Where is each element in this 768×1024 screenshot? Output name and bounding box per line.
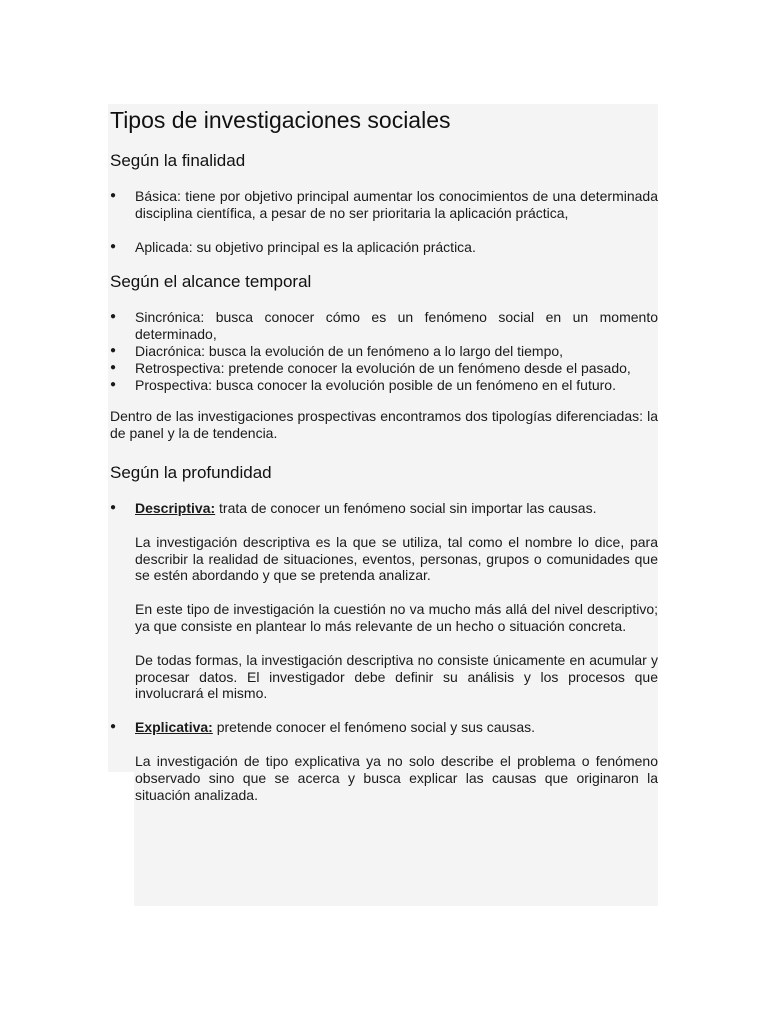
term-explicativa: Explicativa: [135,719,213,736]
paragraph: En este tipo de investigación la cuestión no va mucho más allá del nivel descriptivo; ya que consiste en plantear lo más relevante de un hecho o situación concreta. [135,601,658,634]
heading-finalidad: Según la finalidad [110,151,246,170]
list-item-text: Diacrónica: busca la evolución de un fenómeno a lo largo del tiempo, [135,342,564,359]
heading-alcance-temporal: Según el alcance temporal [110,272,312,292]
list-item [110,377,658,394]
definition-descriptiva: trata de conocer un fenómeno social sin importar las causas. [215,499,597,516]
definition-explicativa: pretende conocer el fenómeno social y sus causas. [212,719,536,736]
bullet-icon: ● [110,378,117,390]
term-descriptiva: Descriptiva: [135,499,216,516]
bullet-icon: ● [110,501,117,513]
paragraph: La investigación de tipo explicativa ya no solo describe el problema o fenómeno observado sino que se acerca y busca explicar las causas que originaron la situación analizada. [135,752,658,803]
bullet-icon: ● [110,311,117,323]
list-item [110,343,658,360]
paragraph: De todas formas, la investigación descriptiva no consiste únicamente en acumular y procesar datos. El investigador debe definir su análisis y los procesos que involucrará el mismo. [135,651,658,702]
list-item [110,188,658,222]
document-title: Tipos de investigaciones sociales [110,107,451,133]
list-alcance-temporal [110,309,658,393]
list-item-text: Sincrónica: busca conocer cómo es un fenómeno social en un momento determinado, [135,309,658,343]
list-profundidad [110,500,658,803]
heading-profundidad: Según la profundidad [110,462,272,482]
bullet-icon: ● [110,344,117,356]
list-item [110,309,658,343]
list-item-text: Retrospectiva: pretende conocer la evolución de un fenómeno desde el pasado, [135,359,631,376]
list-item-text: Aplicada: su objetivo principal es la aplicación práctica. [135,238,476,255]
bullet-icon: ● [110,361,117,373]
list-item [110,239,658,256]
bullet-icon: ● [110,721,117,733]
document-content [110,104,658,803]
list-finalidad [110,188,658,255]
bullet-icon: ● [110,190,117,201]
list-item [110,360,658,377]
bullet-icon: ● [110,240,117,252]
list-item-descriptiva [110,500,658,702]
list-item-text: Básica: tiene por objetivo principal aumentar los conocimientos de una determinada disciplina científica, a pesar de no ser prioritaria la aplicación práctica, [135,188,658,221]
list-item-explicativa [110,719,658,803]
paragraph-tipologias: Dentro de las investigaciones prospectivas encontramos dos tipologías diferenciadas: la de panel y la de tendencia. [110,408,658,442]
paragraph: La investigación descriptiva es la que se utiliza, tal como el nombre lo dice, para describir la realidad de situaciones, eventos, personas, grupos o comunidades que se estén abordando y que se pretenda analizar. [135,533,658,584]
list-item-text: Prospectiva: busca conocer la evolución posible de un fenómeno en el futuro. [135,376,616,393]
